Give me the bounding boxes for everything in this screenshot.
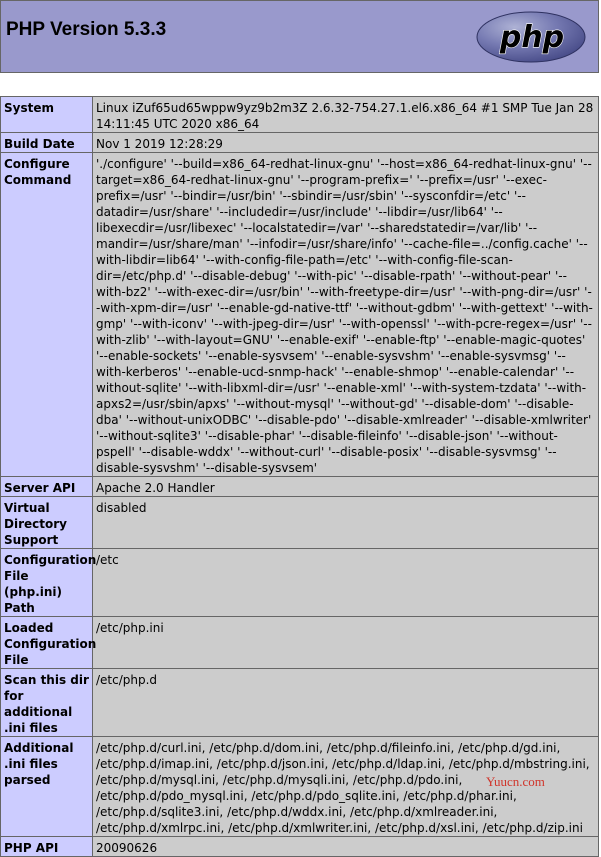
info-row-label: Configure Command: [1, 153, 93, 477]
info-row: [1, 133, 599, 153]
info-row-value: Nov 1 2019 12:28:29: [93, 133, 599, 153]
info-row: [1, 497, 599, 549]
info-row-value: './configure' '--build=x86_64-redhat-linux-gnu' '--host=x86_64-redhat-linux-gnu' '--target=x86_64-redhat-linux-gnu' '--program-prefix=' '--prefix=/usr' '--exec-prefix=/usr' '--bindir=/usr/bin' '--sbindir=/usr/sbin' '--sysconfdir=/etc' '--datadir=/usr/share' '--includedir=/usr/include' '--libdir=/usr/lib64' '--libexecdir=/usr/libexec' '--localstatedir=/var' '--sharedstatedir=/var/lib' '--mandir=/usr/share/man' '--infodir=/usr/share/info' '--cache-file=../config.cache' '--with-libdir=lib64' '--with-config-file-path=/etc' '--with-config-file-scan-dir=/etc/php.d' '--disable-debug' '--with-pic' '--disable-rpath' '--without-pear' '--with-bz2' '--with-exec-dir=/usr/bin' '--with-freetype-dir=/usr' '--with-png-dir=/usr' '--with-xpm-dir=/usr' '--enable-gd-native-ttf' '--without-gdbm' '--with-gettext' '--with-gmp' '--with-iconv' '--with-jpeg-dir=/usr' '--with-openssl' '--with-pcre-regex=/usr' '--with-zlib' '--with-layout=GNU' '--enable-exif' '--enable-ftp' '--enable-magic-quotes' '--enable-sockets' '--enable-sysvsem' '--enable-sysvshm' '--enable-sysvmsg' '--with-kerberos' '--enable-ucd-snmp-hack' '--enable-shmop' '--enable-calendar' '--without-sqlite' '--with-libxml-dir=/usr' '--enable-xml' '--with-system-tzdata' '--with-apxs2=/usr/sbin/apxs' '--without-mysql' '--without-gd' '--disable-dom' '--disable-dba' '--without-unixODBC' '--disable-pdo' '--disable-xmlreader' '--disable-xmlwriter' '--without-sqlite3' '--disable-phar' '--disable-fileinfo' '--disable-json' '--without-pspell' '--disable-wddx' '--without-curl' '--disable-posix' '--disable-sysvmsg' '--disable-sysvshm' '--disable-sysvsem': [93, 153, 599, 477]
info-row-value: Apache 2.0 Handler: [93, 477, 599, 497]
info-row-value: /etc: [93, 549, 599, 617]
info-row-label: PHP API: [1, 837, 93, 857]
info-row-label: Additional .ini files parsed: [1, 737, 93, 837]
info-row: [1, 153, 599, 477]
info-row-label: Configuration File (php.ini) Path: [1, 549, 93, 617]
watermark-text: Yuucn.com: [486, 774, 545, 789]
info-row: [1, 477, 599, 497]
page-title: PHP Version 5.3.3: [6, 19, 167, 40]
info-row-label: Virtual Directory Support: [1, 497, 93, 549]
info-row-value: 20090626: [93, 837, 599, 857]
info-row-label: Loaded Configuration File: [1, 617, 93, 669]
info-row-value: /etc/php.d/curl.ini, /etc/php.d/dom.ini, /etc/php.d/fileinfo.ini, /etc/php.d/gd.ini, /etc/php.d/imap.ini, /etc/php.d/json.ini, /etc/php.d/ldap.ini, /etc/php.d/mbstring.ini, /etc/php.d/mysql.ini, /etc/php.d/mysqli.ini, /etc/php.d/pdo.ini, /etc/php.d/pdo_mysql.ini, /etc/php.d/pdo_sqlite.ini, /etc/php.d/phar.ini, /etc/php.d/sqlite3.ini, /etc/php.d/wddx.ini, /etc/php.d/xmlreader.ini, /etc/php.d/xmlrpc.ini, /etc/php.d/xmlwriter.ini, /etc/php.d/xsl.ini, /etc/php.d/zip.ini: [93, 737, 599, 837]
info-row-value: /etc/php.ini: [93, 617, 599, 669]
info-row: [1, 617, 599, 669]
info-row-label: Build Date: [1, 133, 93, 153]
info-row-value: /etc/php.d: [93, 669, 599, 737]
php-version-header: [0, 0, 599, 73]
info-row-value: Linux iZuf65ud65wppw9yz9b2m3Z 2.6.32-754.27.1.el6.x86_64 #1 SMP Tue Jan 28 14:11:45 UTC 2020 x86_64: [93, 97, 599, 133]
info-row: [1, 669, 599, 737]
php-logo-text: php: [499, 20, 565, 55]
info-row: [1, 97, 599, 133]
info-row-label: Scan this dir for additional .ini files: [1, 669, 93, 737]
php-logo-icon[interactable]: [475, 11, 587, 63]
info-table: [0, 96, 599, 857]
info-row-value: disabled: [93, 497, 599, 549]
info-row-label: Server API: [1, 477, 93, 497]
info-row-label: System: [1, 97, 93, 133]
info-row: [1, 549, 599, 617]
